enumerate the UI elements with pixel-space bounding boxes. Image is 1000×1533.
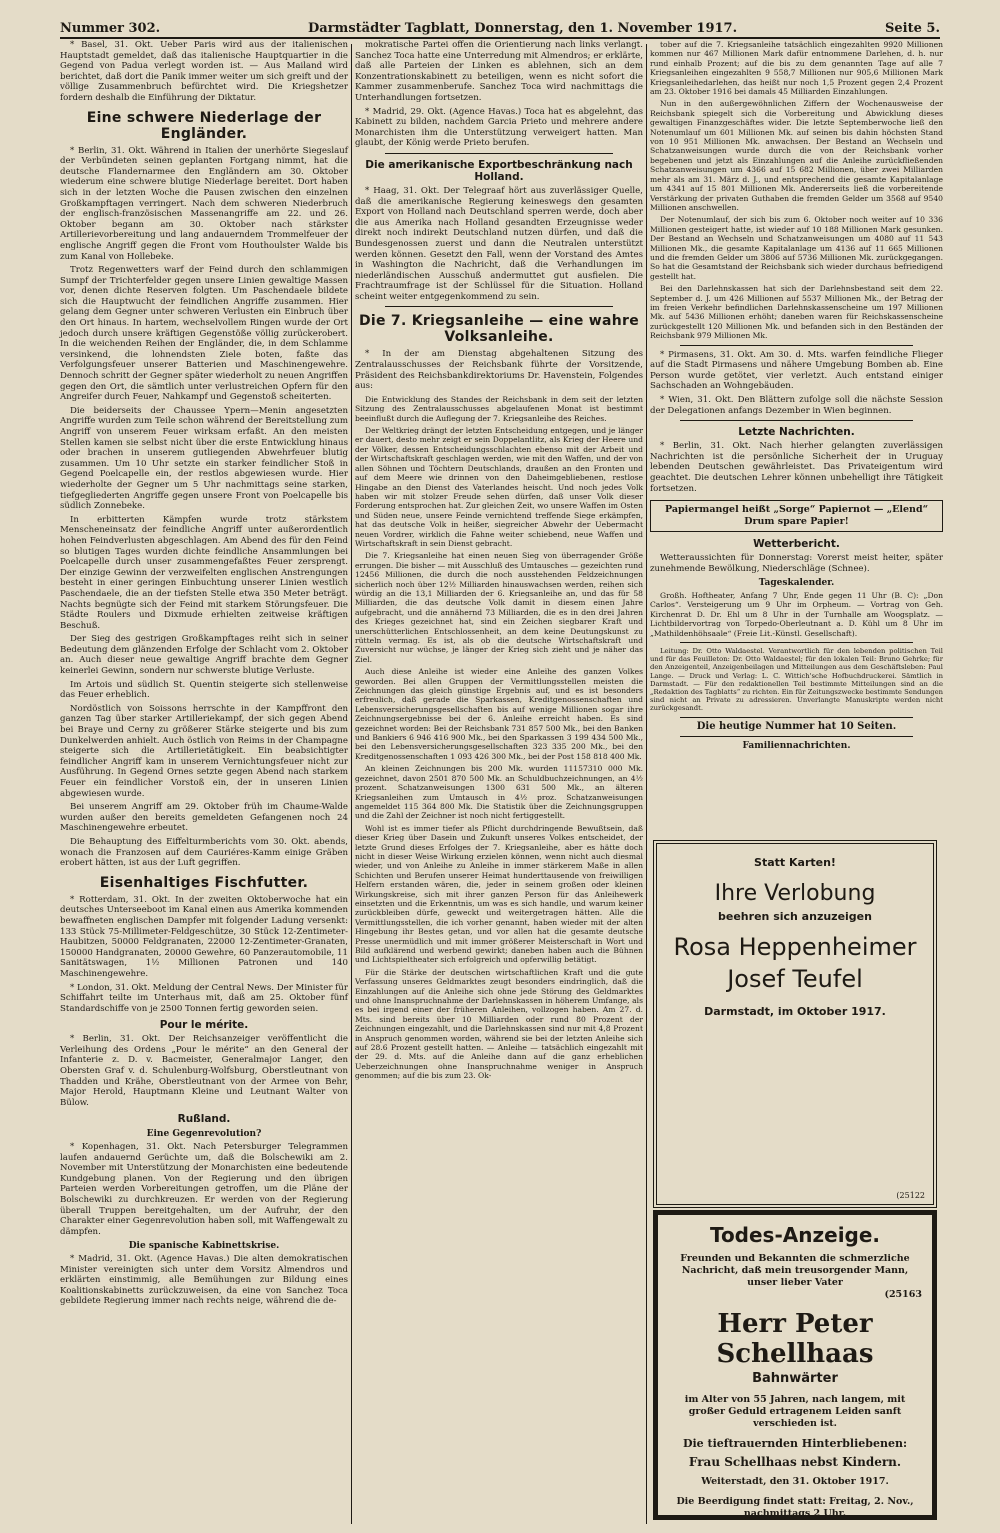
article-paragraph: Für die Stärke der deutschen wirtschaftlichen Kraft und die gute Verfassung unseres Geldmarktes zeugt besonders eindringlich, daß die Einzahlungen auf die Anleihe sich ohne jede Störung des Geldmarktes und ohne Inanspruchnahme der Darlehnskassen in höherem Umfange, als es bei irgend einer der früheren Anleihen, vollzogen haben. Am 27. d. Mts. sind bereits über 10 Milliarden oder rund 80 Prozent der Zeichnungen eingezahlt, und die Darlehnskassen sind nur mit 4,8 Prozent in Anspruch genommen worden, während sie bei der letzten Anleihe sich auf 28.6 Prozent gestellt hatten. — Anleihe — tatsächlich eingezahlt mit der 29. d. Mts. auf die Anleihe dann auf die ganz erheblichen Ueberzeichnungen ohne Inanspruchnahme weniger in Anspruch genommen; auf die bis zum 23. Ok- (355, 967, 643, 1081)
article-paragraph: Nordöstlich von Soissons herrschte in der Kampffront den ganzen Tag über starker Artilleriekampf, der sich gegen Abend bei Braye und Cerny zu größerer Stärke steigerte und bis zum Dunkelwerden anhielt. Auch östlich von Reims in der Champagne steigerte sich die Artillerietätigkeit. Ein beabsichtigter feindlicher Angriff kam in unserem Vernichtungsfeuer nicht zur Ausführung. In Gegend Ornes setzte gegen Abend nach starkem Feuer ein feindlicher Vorstoß ein, der in unseren Linien abgewiesen wurde. (60, 703, 348, 799)
article-paragraph: * Rotterdam, 31. Okt. In der zweiten Oktoberwoche hat ein deutsches Unterseeboot im Kanal einen aus Amerika kommenden bewaffneten englischen Dampfer mit folgender Ladung versenkt: 133 Stück 75-Millimeter-Feldgeschütze, 30 Stück 12-Zentimeter-Haubitzen, 50000 Feldgranaten, 22000 12-Zentimeter-Granaten, 150000 Handgranaten, 20000 Gewehre, 60 Panzerautomobile, 11 Sanitätswagen, 1½ Millionen Patronen und 140 Maschinengewehre. (60, 894, 348, 979)
masthead-title: Darmstädter Tagblatt, Donnerstag, den 1. November 1917. (308, 20, 738, 36)
article-paragraph: * In der am Dienstag abgehaltenen Sitzung des Zentralausschusses der Reichsbank führte der Vorsitzende, Präsident des Reichsbankdirektoriums Dr. Havenstein, Folgendes aus: (355, 349, 643, 392)
section-subheadline: Tageskalender. (758, 578, 835, 589)
section-headline: Wetterbericht. (753, 538, 840, 551)
article-paragraph: * Berlin, 31. Okt. Der Reichsanzeiger veröffentlicht die Verleihung des Ordens „Pour le mérite“ an den General der Infanterie z. D. v. Bacmeister, Generalmajor Langer, den Obersten Graf v. d. Schulenburg-Wolfsburg, Oberstleutnant von Thadden und Krähe, Oberstleutnant von der Armee von Behr, Major Herold, Hauptmann Kleine und Leutnant Walter von Bülow. (60, 1034, 348, 1108)
divider (680, 642, 913, 643)
article-paragraph: * Pirmasens, 31. Okt. Am 30. d. Mts. warfen feindliche Flieger auf die Stadt Pirmasens und nähere Umgebung Bomben ab. Eine Person wurde getötet, vier verletzt. Auch entstand einiger Sachschaden an Wohngebäuden. (650, 349, 943, 392)
ad-code: (25122 (896, 1191, 925, 1200)
divider (680, 717, 913, 718)
column-divider (351, 44, 352, 1524)
divider (385, 153, 613, 154)
death-notice (653, 1210, 937, 1520)
article-paragraph: Der Notenumlauf, der sich bis zum 6. Oktober noch weiter auf 10 336 Millionen gesteigert hatte, ist wieder auf 10 188 Millionen Mark gesunken. Der Bestand an Wechseln und Schatzanweisungen um 4080 auf 11 543 Millionen Mk., die gesamte Kapitalanlage um 4136 auf 11 665 Millionen und die fremden Gelder um 3806 auf 5736 Millionen Mk. zurückgegangen. So hat die Gesamtstand der Reichsbank sich wieder durchaus befriedigend gestellt hat. (650, 215, 943, 281)
article-paragraph: * Kopenhagen, 31. Okt. Nach Petersburger Telegrammen laufen andauernd Gerüchte um, daß die Bolschewiki am 2. November mit Unterstützung der Monarchisten eine bedeutende Kundgebung planen. Von der Regierung und den übrigen Parteien werden Vorbereitungen getroffen, um die Pläne der Bolschewiki zu durchkreuzen. Er werden von der Regierung überall Truppen bereitgehalten, um der Aufruhr, der den Charakter einer Gegenrevolution haben soll, mit Waffengewalt zu dämpfen. (60, 1142, 348, 1237)
article-paragraph: Wohl ist es immer tiefer als Pflicht durchdringende Bewußtsein, daß dieser Krieg über Dasein und Zukunft unseres Volkes entscheidet, der letzte Grund dieses Erfolges der 7. Kriegsanleihe, aber es hätte doch nicht in dieser Weise Wirkung erzielen können, wenn nicht auch diesmal wieder, und von Anleihe zu Anleihe in immer stärkerem Maße in allen Schichten und Berufen unserer Heimat hunderttausende von freiwilligen Helfern erstanden wären, die, jeder in seinem großen oder kleinen Wirkungskreise, sich mit ihrer ganzen Person für das Anleihewerk einsetzten und die Erkenntnis, um was es sich handle, und warum keiner zurückbleiben dürfe, geweckt und weitergetragen hätten. Alle die Vermittlungsstellen, die ich vorher genannt, haben wieder mit der alten Hingebung ihr Bestes getan, und vor allen hat die gesamte deutsche Presse unermüdlich und mit immer größerer Meisterschaft in Wort und Bild aufklärend und werbend gewirkt; daneben haben auch die Bühnen und Lichtspieltheater sich erfolgreich und opferwillig betätigt. (355, 823, 643, 965)
column-left (60, 40, 348, 1310)
article-paragraph: Die beiderseits der Chaussee Ypern—Menin angesetzten Angriffe wurden zum Teile schon während der Bereitstellung zum Angriff von unserem Feuer wirksam erfaßt. An den meisten Stellen kamen sie selbst nicht über die erste Entwicklung hinaus oder brachen in unserem gutliegenden Abwehrfeuer blutig zusammen. Um 10 Uhr setzte ein starker feindlicher Stoß in Gegend Poelcapelle ein, der restlos abgewiesen wurde. Hier wiederholte der Gegner um 5 Uhr nachmittags seine starken, tiefgegliederten Angriffe gegen unsere Front von Poelcapelle bis südlich Zonnebeke. (60, 405, 348, 512)
article-paragraph: Die 7. Kriegsanleihe hat einen neuen Sieg von überragender Größe errungen. Die bisher — mit Ausschluß des Umtausches — gezeichten rund 12456 Millionen, die durch die noch ausstehenden Feldzeichnungen sicherlich noch über 12½ Milliarden hinauswachsen werden, reihen sich würdig an die 13,1 Milliarden der 6. Kriegsanleihe an, und das für 58 Milliarden, die das deutsche Volk damit in diesem einen Jahre aufgebracht, und die annähernd 73 Milliarden, die es in den drei Jahren des Krieges gezeichnet hat, sind ein Zeichen siegbarer Kraft und unerschütterlichen Entschlossenheit, an dem keine Deutungskunst zu rütteln vermag. Es ist, als ob die deutsche Wirtschaftskraft und Zuversicht nur wüchse, je länger der Krieg sich zieht und je näher das Ziel. (355, 551, 644, 664)
article-paragraph: * London, 31. Okt. Meldung der Central News. Der Minister für Schiffahrt teilte im Unterhaus mit, daß am 25. Oktober fünf Standardschiffe von je 2500 Tonnen fertig geworden seien. (60, 982, 349, 1014)
article-headline: Eisenhaltiges Fischfutter. (99, 874, 309, 891)
article-paragraph: Die Behauptung des Eiffelturmberichts vom 30. Okt. abends, wonach die Franzosen auf dem Cauriéres-Kamm einige Gräben erobert hätten, ist aus der Luft gegriffen. (60, 836, 348, 869)
article-paragraph: tober auf die 7. Kriegsanleihe tatsächlich eingezahlten 9920 Millionen kommen nur 467 Millionen Mark dafür entnommene Darlehen, d. h. nur rund einhalb Prozent; auf die bis zu dem genannten Tage auf alle 7 Kriegsanleihen eingezahlten 9 558,7 Millionen nur 905,6 Millionen Mark Kriegsanleihedarlehen, das heißt nur noch 1,5 Prozent gegen 2,4 Prozent am 23. Oktober 1916 bei damals 45 Milliarden Einzahlungen. (650, 40, 943, 97)
masthead (60, 18, 940, 38)
ad-place-date: Darmstadt, im Oktober 1917. (704, 1005, 886, 1018)
page-count-notice: Die heutige Nummer hat 10 Seiten. (696, 720, 897, 732)
issue-number: Nummer 302. (60, 20, 161, 36)
ad-text: Freunden und Bekannten die schmerzliche Nachricht, daß mein treusorgender Mann, unser lieber Vater (680, 1253, 910, 1288)
divider (680, 420, 913, 421)
section-headline: Letzte Nachrichten. (738, 426, 855, 439)
article-subheadline: Die spanische Kabinettskrise. (128, 1241, 280, 1252)
calendar-text: Großh. Hoftheater, Anfang 7 Uhr, Ende gegen 11 Uhr (B. C): „Don Carlos“. Versteigerung um 9 Uhr im Orpheum. — Vortrag von Geh. Kirchenrat D. Dr. Ehl um 8 Uhr in der Turnhalle am Woogsplatz. — Lichtbildervortrag von Torpedo-Oberleutnant a. D. Kühl um 8 Uhr im „Mathildenhöhsaale“ (Freie Lit.-Künstl. Gesellschaft). (650, 590, 943, 638)
article-paragraph: * Wien, 31. Okt. Den Blättern zufolge soll die nächste Session der Delegationen anfangs Dezember in Wien beginnen. (650, 394, 943, 416)
article-paragraph: Der Sieg des gestrigen Großkampftages reiht sich in seiner Bedeutung dem glänzenden Erfolge der Schlacht vom 2. Oktober an. Auch dieser neue gewaltige Angriff brachte dem Gegner keinerlei Gewinn, sondern nur schwerste blutige Verluste. (60, 634, 348, 677)
divider (680, 345, 913, 346)
ad-line: Statt Karten! (754, 856, 836, 869)
article-paragraph: Bei den Darlehnskassen hat sich der Darlehnsbestand seit dem 22. September d. J. um 426 Millionen auf 5537 Millionen Mk., der Betrag der im freien Verkehr befindlichen Darlehnskassenscheine um 197 Millionen Mk. auf 5436 Millionen erhöht; daneben waren für Reichskassenscheine zurückgestellt 120 Millionen Mk. und befanden sich in den Beständen der Reichsbank 979 Millionen Mk. (650, 284, 943, 341)
column-right (650, 40, 943, 754)
column-divider (646, 44, 647, 1524)
article-paragraph: In erbitterten Kämpfen wurde trotz stärkstem Menscheneinsatz der feindliche Angriff unter außerordentlich hohen Feindverlusten abgeschlagen. Am Abend des für den Feind so blutigen Tages wurden dichte feindliche Ansammlungen bei Poelcapelle durch unser zusammengefaßtes Feuer zersprengt. Der einzige Gewinn der verzweifelten englischen Anstrengungen besteht in einer geringen Einbuchtung unserer Linien westlich Paschendaele, die an der tiefsten Stelle etwa 350 Meter beträgt. Nachts begnügte sich der Feind mit starkem Störungsfeuer. Die Städte Roulers und Dixmude erhielten zeitweise kräftigen Beschuß. (60, 514, 348, 631)
article-paragraph: Bei unserem Angriff am 29. Oktober früh im Chaume-Walde wurden außer den bereits gemeldeten Gefangenen noch 24 Maschinengewehre erbeutet. (60, 802, 348, 834)
ad-name: Josef Teufel (727, 965, 863, 993)
article-paragraph: Die Entwicklung des Standes der Reichsbank in dem seit der letzten Sitzung des Zentralausschusses abgelaufenen Monat ist bestimmt beeinflußt durch die Auflegung der 7. Kriegsanleihe des Reiches. (355, 394, 643, 423)
article-paragraph: Der Weltkrieg drängt der letzten Entscheidung entgegen, und je länger er dauert, desto mehr zeigt er sein Doppelantlitz, als Krieg der Heere und der Völker, dessen Entscheidungsschlachten ebenso mit der Arbeit und der Wirtschaftskraft geschlagen werden, wie mit den Waffen, und der von allen Söhnen und Töchtern Deutschlands, draußen an den Fronten und auf dem Meere wie drinnen von den Daheimgebliebenen, restlose Hingabe an den Dienst des Vaterlandes heischt. Und noch jedes Volk haben wir mit stolzer Freude sehen dürfen, daß unser Volk dieser Forderung entsprochen hat. Zur gleichen Zeit, wo unsere Waffen im Osten und Süden neue, unsere Feinde vernichtend treffende Siege erkämpfen, hat das deutsche Volk in heißer, siegreicher Abwehr der Uebermacht neuen Vordrer, wirklich die Fahne weiter schiebend, neue Waffen und Wirtschaftskraft in sein Dienst gebracht. (355, 426, 643, 548)
masthead-rule (60, 37, 940, 39)
article-paragraph: * Basel, 31. Okt. Ueber Paris wird aus der italienischen Hauptstadt gemeldet, daß das italienische Hauptquartier in die Gegend von Padua verlegt worden ist. — Aus Mailand wird berichtet, daß dort die Panik immer weiter um sich greift und der völlige Zusammenbruch befürchtet wird. Die Kriegshetzer fordern deshalb die Einführung der Diktatur. (60, 40, 348, 103)
column-middle (355, 40, 643, 1084)
ad-funeral: Die Beerdigung findet statt: Freitag, 2. Nov., nachmittags 2 Uhr. (676, 1496, 914, 1519)
ad-line: beehren sich anzuzeigen (718, 910, 872, 923)
ad-line: Die tieftrauernden Hinterbliebenen: (682, 1437, 908, 1450)
article-paragraph: mokratische Partei offen die Orientierung nach links verlangt. Sanchez Toca hatte eine Unterredung mit Almendros; er erklärte, daß alle Parteien der Linken es ablehnen, sich an dem Konzentrationskabinett zu beteiligen, wenn es nicht sofort die Kammer zusammenberufe. Sanchez Toca wird nachmittags die Unterhandlungen fortsetzen. (355, 40, 643, 103)
article-paragraph: Im Artois und südlich St. Quentin steigerte sich stellenweise das Feuer erheblich. (60, 679, 348, 701)
article-paragraph: An kleinen Zeichnungen bis 200 Mk. wurden 11157310 000 Mk. gezeichnet, davon 2501 870 500 Mk. an Schuldbuchzeichnungen, an 4½ prozent. Schatzanweisungen 1300 631 500 Mk., an älteren Kriegsanleihen zum Umtausch in 4½ proz. Schatzanweisungen angemeldet 115 364 800 Mk. Die Statistik über die Zeichnungsgruppen und die Zahl der Zeichner ist noch nicht fertiggestellt. (355, 764, 643, 821)
ad-place-date: Weiterstadt, den 31. Oktober 1917. (701, 1476, 889, 1487)
divider (680, 736, 913, 737)
ad-heading: Todes-Anzeige. (709, 1223, 881, 1247)
ad-name: Herr Peter Schellhaas (716, 1309, 874, 1369)
article-subheadline: Eine Gegenrevolution? (146, 1129, 262, 1140)
imprint-text: Leitung: Dr. Otto Waldaestel. Verantwortlich für den lebenden politischen Teil und für das Feuilleton: Dr. Otto Waldaestel; für den lokalen Teil: Bruno Gehrke; für den Anzeigenteil, Anzeigenbeilagen und Mitteilungen aus dem Geschäftsleben: Paul Lange. — Druck und Verlag: L. C. Wittich'sche Hofbuchdruckerei. Sämtlich in Darmstadt. — Für den redaktionellen Teil bestimmte Mitteilungen sind an die „Redaktion des Tagblatts“ zu richten. Ein für Zeitungszwecke bestimmte Sendungen sind nicht an Private zu adressieren. Unverlangte Manuskripte werden nicht zurückgesandt. (650, 646, 943, 713)
ad-line: Frau Schellhaas nebst Kindern. (688, 1455, 902, 1469)
article-paragraph: * Madrid, 29. Okt. (Agence Havas.) Toca hat es abgelehnt, das Kabinett zu bilden, nachdem Garcia Prieto und mehrere andere Monarchisten ihm die Unterstützung verweigert hatten. Man glaubt, der König werde Prieto berufen. (355, 106, 643, 149)
ad-occupation: Bahnwärter (752, 1371, 838, 1386)
article-headline: Pour le mérite. (159, 1019, 249, 1032)
article-headline: Eine schwere Niederlage der Engländer. (86, 109, 322, 142)
article-paragraph: Auch diese Anleihe ist wieder eine Anleihe des ganzen Volkes geworden. Bei allen Gruppen der Vermittlungsstellen meisten die Zeichnungen das gleich günstige Ergebnis auf, und es ist besonders erfreulich, daß gerade die Sparkassen, Kreditgenossenschaften und Lebensversicherungsgesellschaften bis auf wenige Millionen sogar ihre Zeichnungsergebnisse bei der 6. Anleihe erreicht haben. Es sind gezeichnet worden: Bei der Reichsbank 731 857 500 Mk., bei den Banken und Bankiers 6 946 416 900 Mk., bei den Sparkassen 3 199 434 500 Mk., bei den Lebensversicherungsgesellschaften 323 335 200 Mk., bei den Kreditgenossenschaften 1 093 426 300 Mk., bei der Post 158 818 400 Mk. (355, 667, 643, 761)
divider (385, 306, 613, 307)
page-number: Seite 5. (885, 20, 940, 36)
ad-heading: Ihre Verlobung (714, 881, 876, 906)
article-paragraph: Trotz Regenwetters warf der Feind durch den schlammigen Sumpf der Trichterfelder gegen unsere Linien gewaltige Massen vor, denen dichte Reserven folgten. Um Paschendaele bildete sich die Hauptwucht der feindlichen Angriffe zusammen. Hier gelang dem Gegner unter schweren Verlusten ein Einbruch über den Ort hinaus. In hartem, wechselvollem Ringen wurde der Ort jedoch durch unsere kräftigen Gegenstöße völlig zurückerobert. In die weichenden Reihen der Engländer, die, in dem Schlamme versinkend, die lohnendsten Ziele boten, faßte das Verfolgungsfeuer unserer Batterien und Maschinengewehre. Dennoch schritt der Gegner später wiederholt zu neuen Angriffen gegen den Ort, die sämtlich unter verlustreichen Opfern für den Angreifer durch Feuer, Nahkampf und Gegenstoß scheiterten. (60, 265, 348, 403)
article-headline: Die 7. Kriegsanleihe — eine wahre Volksanleihe. (358, 313, 640, 346)
ad-text: im Alter von 55 Jahren, nach langem, mit großer Geduld ertragenem Leiden sanft verschieden ist. (684, 1394, 906, 1429)
section-headline: Familiennachrichten. (742, 741, 851, 752)
article-paragraph: * Madrid, 31. Okt. (Agence Havas.) Die alten demokratischen Minister vereinigten sich unter dem Vorsitz Almendros und erklärten einstimmig, alle Bemühungen zur Bildung eines Koalitionskabinetts zurückzuweisen, da eine von Sanchez Toca gebildete Regierung immer nach rechts neige, während die de- (60, 1253, 348, 1307)
article-paragraph: * Haag, 31. Okt. Der Telegraaf hört aus zuverlässiger Quelle, daß die amerikanische Regierung keineswegs den gesamten Export von Holland nach Deutschland sperren werde, doch aber die aus Amerika nach Holland gesandten Erzeugnisse weder direkt noch indirekt Deutschland nutzen dürfen, und daß die Bundesgenossen zuerst und dann die Neutralen unterstützt werden können. Gesetzt den Fall, wenn der Vorstand des Amtes in Washington die Nachricht, daß die Verhandlungen im niederländischen Ausschuß andermuttet gut ausfielen. Die Frachtraumfrage ist der Schlüssel für die Situation. Holland scheint weiter entgegenkommend zu sein. (355, 185, 643, 302)
article-headline: Rußland. (177, 1113, 231, 1126)
weather-report: Wetteraussichten für Donnerstag: Vorerst meist heiter, später zunehmende Bewölkung, Niederschläge (Schnee). (650, 553, 943, 574)
engagement-announcement (653, 840, 937, 1208)
article-headline: Die amerikanische Exportbeschränkung nach Holland. (365, 158, 633, 183)
article-paragraph: * Berlin, 31. Okt. Nach hierher gelangten zuverlässigen Nachrichten ist die persönliche Sicherheit der in Uruguay lebenden Deutschen gewährleistet. Das Privateigentum wird geachtet. Die deutschen Lehrer können unbehelligt ihre Tätigkeit fortsetzen. (650, 441, 943, 494)
ad-code: (25163 (884, 1289, 922, 1300)
article-paragraph: Nun in den außergewöhnlichen Ziffern der Wochenausweise der Reichsbank spiegelt sich die Vorbereitung und Abwicklung dieses gewaltigen Finanzgeschäftes wider. Die letzte Septemberwoche ließ den Notenumlauf um 601 Millionen Mk. auf seinen bis dahin höchsten Stand von 10 951 Millionen Mk. anwachsen. Der Bestand an Wechseln und Schatzanweisungen wurde durch die von der Reichsbank vorher begebenen und jetzt als Einzahlungen auf die Anleihe zurückfließenden Schatzanweisungen um 4366 auf 15 682 Millionen, über zwei Milliarden mehr als am 31. März d. J., und entsprechend die gesamte Kapitalanlage um 4341 auf 15 801 Millionen Mk. Andererseits ließ die vorbereitende Verstärkung der privaten Guthaben die fremden Gelder um 3568 auf 9540 Millionen anschwellen. (650, 99, 943, 212)
ad-name: Rosa Heppenheimer (673, 933, 917, 961)
article-paragraph: * Berlin, 31. Okt. Während in Italien der unerhörte Siegeslauf der Verbündeten seinen geplanten Fortgang nimmt, hat die deutsche Flandernarmee den Engländern am 30. Oktober wiederum eine schwere blutige Niederlage bereitet. Dort haben sich in der letzten Woche die Pausen zwischen den einzelnen Großkampftagen verringert. Nach dem schweren Niederbruch der englisch-französischen Massenangriffe am 22. und 26. Oktober begann am 30. Oktober nach stärkster Artillerievorbereitung und lang andauerndem Trommelfeuer der englische Angriff gegen die Front vom Houthoulster Walde bis zum Kanal von Hollebeke. (60, 145, 348, 262)
paper-saving-notice: Papiermangel heißt „Sorge“ Papiernot — „Elend“ Drum spare Papier! (650, 500, 943, 532)
